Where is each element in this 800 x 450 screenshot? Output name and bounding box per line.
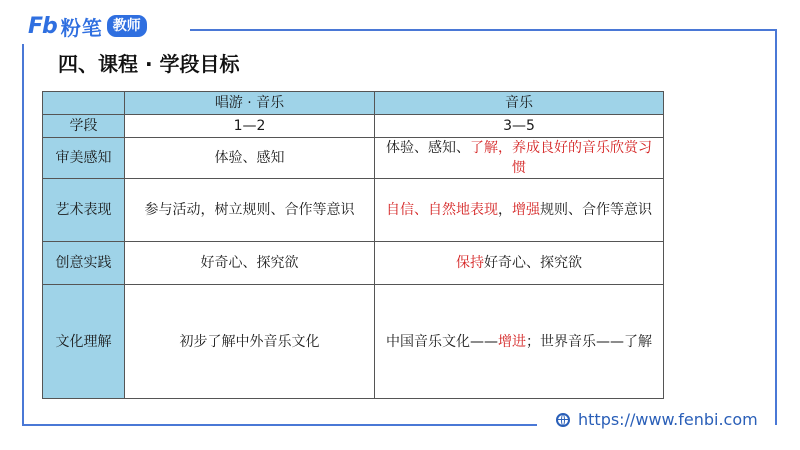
cell-text-highlight: 保持 xyxy=(456,255,484,271)
globe-icon xyxy=(556,413,570,427)
cell-text: ， xyxy=(498,202,512,218)
page-title: 四、课程 · 学段目标 xyxy=(58,52,240,76)
cell-text: 好奇心、探究欲 xyxy=(484,255,582,271)
frame-left-line xyxy=(22,44,24,426)
table-row xyxy=(43,179,664,242)
cell-col2 xyxy=(375,179,664,242)
logo-badge: 教师 xyxy=(107,15,147,37)
frame-right-line xyxy=(775,29,777,425)
table-row xyxy=(43,285,664,399)
cell-text-highlight: 了解，养成良好的音乐欣赏习惯 xyxy=(470,140,652,176)
cell-col1: 体验、感知 xyxy=(125,138,375,179)
header-cell-changyou-music: 唱游 · 音乐 xyxy=(125,92,375,115)
row-label: 审美感知 xyxy=(43,138,125,179)
frame-top-line xyxy=(190,29,777,31)
cell-col1: 初步了解中外音乐文化 xyxy=(125,285,375,399)
row-label: 艺术表现 xyxy=(43,179,125,242)
goals-table xyxy=(42,91,664,399)
cell-text: 规则、合作等意识 xyxy=(540,202,652,218)
cell-col1: 1—2 xyxy=(125,115,375,138)
brand-logo xyxy=(28,11,147,41)
cell-text-highlight: 增强 xyxy=(512,202,540,218)
cell-text: ；世界音乐——了解 xyxy=(526,333,652,350)
table-header-row xyxy=(43,92,664,115)
logo-name: 粉笔 xyxy=(60,15,103,40)
frame-bottom-line xyxy=(22,424,537,426)
cell-col2 xyxy=(375,285,664,399)
logo-mark: Fb xyxy=(28,13,57,39)
cell-text: 3—5 xyxy=(503,118,535,134)
cell-text: 中国音乐文化—— xyxy=(386,333,498,350)
table-row xyxy=(43,115,664,138)
header-cell-music: 音乐 xyxy=(375,92,664,115)
header-cell-corner xyxy=(43,92,125,115)
footer-url-text[interactable]: https://www.fenbi.com xyxy=(578,410,758,429)
cell-col2 xyxy=(375,138,664,179)
cell-col1: 好奇心、探究欲 xyxy=(125,242,375,285)
row-label: 文化理解 xyxy=(43,285,125,399)
cell-col2 xyxy=(375,115,664,138)
cell-col2 xyxy=(375,242,664,285)
table-row xyxy=(43,138,664,179)
cell-col1: 参与活动，树立规则、合作等意识 xyxy=(125,179,375,242)
cell-text-highlight: 自信、自然地表现 xyxy=(386,202,498,218)
row-label: 创意实践 xyxy=(43,242,125,285)
cell-text: 体验、感知、 xyxy=(386,140,470,156)
footer-url[interactable] xyxy=(556,410,758,429)
cell-text-highlight: 增进 xyxy=(498,333,526,350)
row-label: 学段 xyxy=(43,115,125,138)
table-row xyxy=(43,242,664,285)
